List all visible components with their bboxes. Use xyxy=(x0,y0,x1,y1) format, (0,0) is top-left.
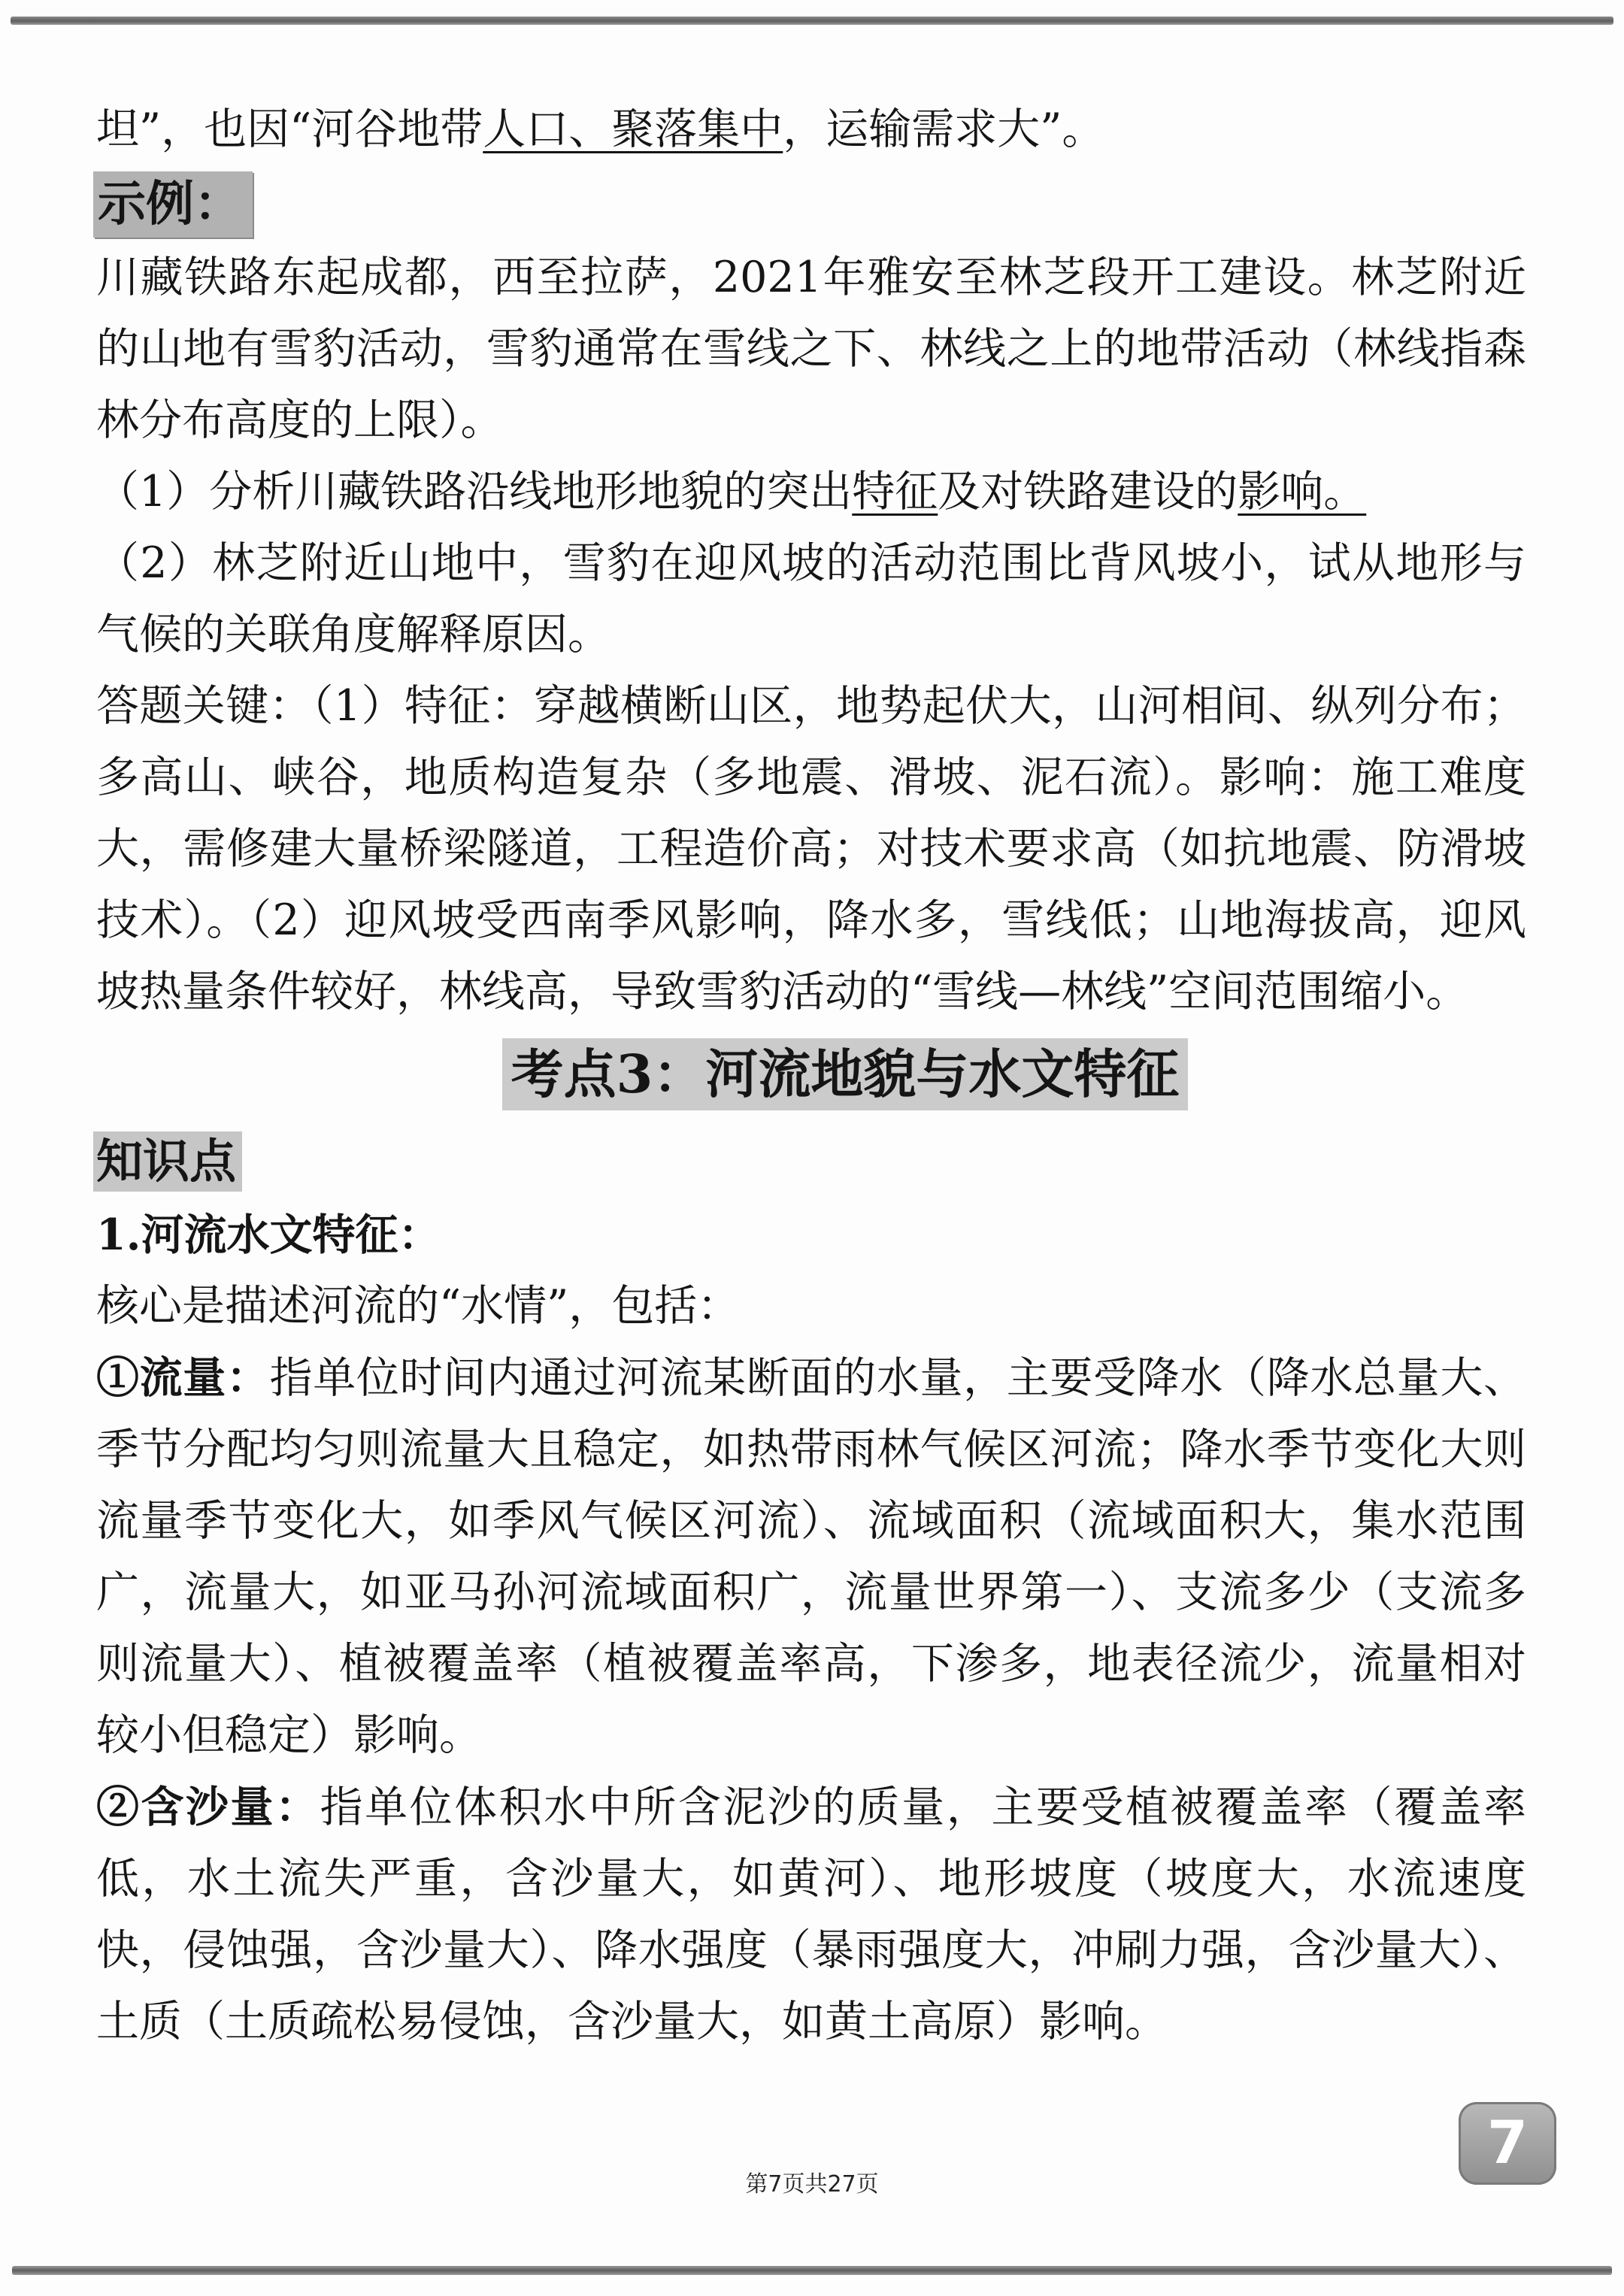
keyword-feature: 特征 xyxy=(852,467,938,516)
page-footer: 第7页共27页 xyxy=(745,2171,879,2198)
example-stem: 川藏铁路东起成都，西至拉萨，2021年雅安至林芝段开工建设。林芝附近的山地有雪豹活动，雪豹通常在雪线之下、林线之上的地带活动（林线指森林分布高度的上限）。 xyxy=(96,253,1526,445)
knowledge-heading: 1.河流水文特征： xyxy=(96,1210,441,1260)
question-2: （2）林芝附近山地中，雪豹在迎风坡的活动范围比背风坡小，试从地形与气候的关联角度解释原因。 xyxy=(96,538,1526,659)
section-header xyxy=(96,1038,1526,1119)
example-label: 示例： xyxy=(93,171,253,238)
knowledge-intro: 核心是描述河流的“水情”，包括： xyxy=(96,1281,741,1331)
bottom-rule xyxy=(12,2266,1612,2275)
underlined-phrase: 人口、聚落集中 xyxy=(483,105,783,154)
document-body xyxy=(96,94,1526,2058)
knowledge-label: 知识点 xyxy=(93,1131,242,1192)
answer-key: 答题关键：（1）特征：穿越横断山区，地势起伏大，山河相间、纵列分布；多高山、峡谷，地质构造复杂（多地震、滑坡、泥石流）。影响：施工难度大，需修建大量桥梁隧道，工程造价高；对技术要求高（如抗地震、防滑坡技术）。（2）迎风坡受西南季风影响，降水多，雪线低；山地海拔高，迎风坡热量条件较好，林线高，导致雪豹活动的“雪线—林线”空间范围缩小。 xyxy=(96,681,1526,1016)
sediment-term: ②含沙量： xyxy=(96,1782,320,1832)
section-title: 考点3：河流地貌与水文特征 xyxy=(502,1038,1189,1110)
top-rule xyxy=(11,17,1613,25)
intro-paragraph: 坦”，也因“河谷地带人口、聚落集中，运输需求大”。 xyxy=(96,105,1105,154)
page-number-badge: 7 xyxy=(1459,2102,1556,2185)
sediment-paragraph: ②含沙量：指单位体积水中所含泥沙的质量，主要受植被覆盖率（覆盖率低，水土流失严重，含沙量大，如黄河）、地形坡度（坡度大，水流速度快，侵蚀强，含沙量大）、降水强度（暴雨强度大，冲刷力强，含沙量大）、土质（土质疏松易侵蚀，含沙量大，如黄土高原）影响。 xyxy=(96,1782,1527,2046)
flow-paragraph: ①流量：指单位时间内通过河流某断面的水量，主要受降水（降水总量大、季节分配均匀则流量大且稳定，如热带雨林气候区河流；降水季节变化大则流量季节变化大，如季风气候区河流）、流域面积（流域面积大，集水范围广，流量大，如亚马孙河流域面积广，流量世界第一）、支流多少（支流多则流量大）、植被覆盖率（植被覆盖率高，下渗多，地表径流少，流量相对较小但稳定）影响。 xyxy=(96,1352,1526,1760)
keyword-impact: 影响。 xyxy=(1238,467,1367,516)
flow-term: ①流量： xyxy=(96,1352,270,1403)
question-1: （1）分析川藏铁路沿线地形地貌的突出特征及对铁路建设的影响。 xyxy=(96,467,1367,516)
